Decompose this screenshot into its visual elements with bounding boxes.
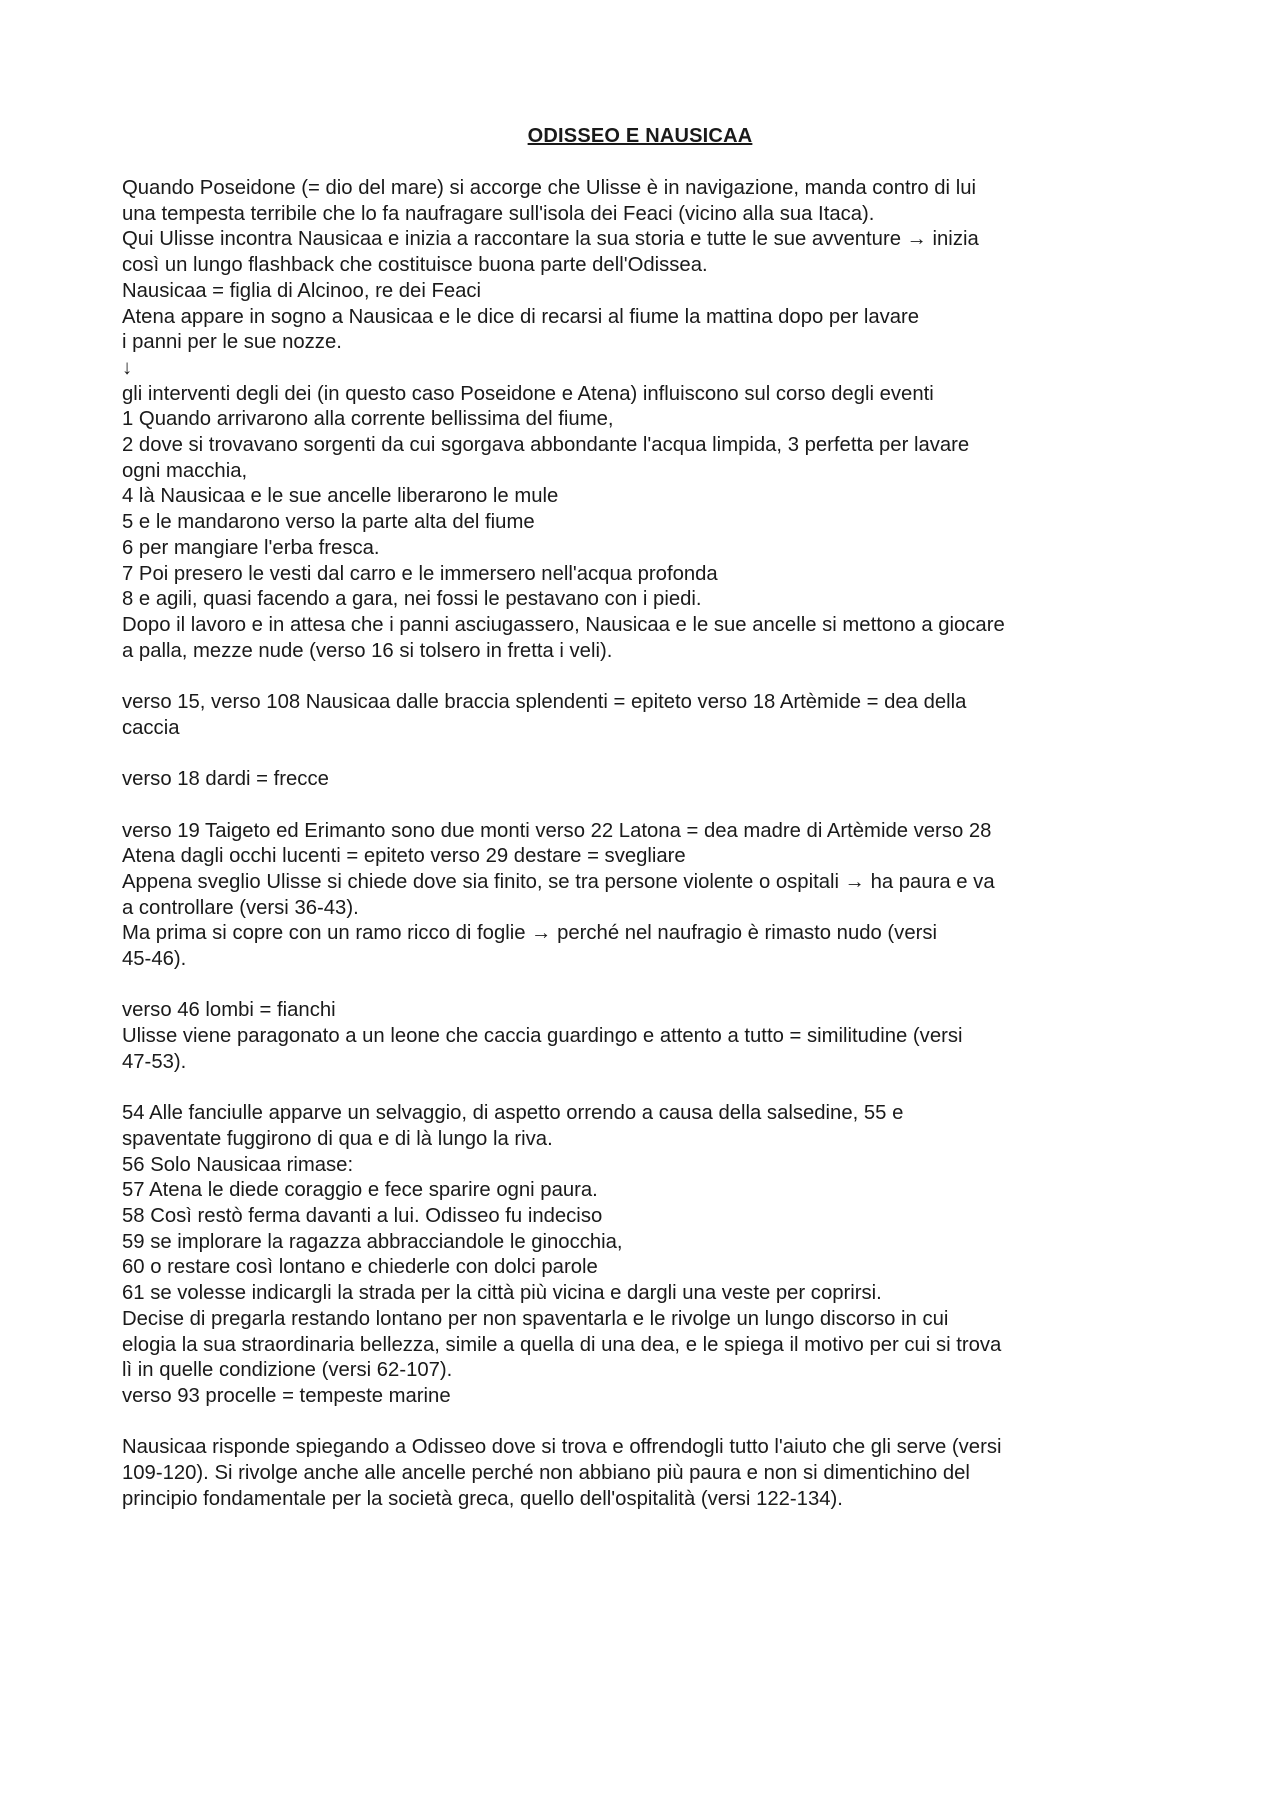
text-line: 4 là Nausicaa e le sue ancelle liberarono le mule: [122, 485, 559, 508]
text-line: Ulisse viene paragonato a un leone che caccia guardingo e attento a tutto = similitudine (versi: [122, 1025, 963, 1048]
text-line: verso 19 Taigeto ed Erimanto sono due monti verso 22 Latona = dea madre di Artèmide verso 28: [122, 819, 992, 842]
blank-line: [122, 973, 1167, 999]
text-line: 47-53).: [122, 1050, 187, 1073]
text-line: 109-120). Si rivolge anche alle ancelle perché non abbiano più paura e non si dimentichino del: [122, 1462, 970, 1485]
text-line: verso 18 dardi = frecce: [122, 768, 329, 791]
text-line: 8 e agili, quasi facendo a gara, nei fossi le pestavano con i piedi.: [122, 588, 702, 611]
text-line: verso 46 lombi = fianchi: [122, 999, 336, 1022]
text-line: 1 Quando arrivarono alla corrente bellissima del fiume,: [122, 408, 614, 431]
text-line: i panni per le sue nozze.: [122, 331, 342, 354]
text-line: Atena dagli occhi lucenti = epiteto verso 29 destare = svegliare: [122, 845, 686, 868]
text-line: 57 Atena le diede coraggio e fece sparire ogni paura.: [122, 1179, 598, 1202]
text-line: Qui Ulisse incontra Nausicaa e inizia a raccontare la sua storia e tutte le sue avventure → inizia: [122, 228, 979, 251]
text-line: lì in quelle condizione (versi 62-107).: [122, 1359, 453, 1382]
text-line: 54 Alle fanciulle apparve un selvaggio, di aspetto orrendo a causa della salsedine, 55 e: [122, 1102, 904, 1125]
text-line: 5 e le mandarono verso la parte alta del fiume: [122, 511, 535, 534]
text-line: 7 Poi presero le vesti dal carro e le immersero nell'acqua profonda: [122, 562, 718, 585]
text-line: 56 Solo Nausicaa rimase:: [122, 1153, 354, 1176]
text-line: così un lungo flashback che costituisce buona parte dell'Odissea.: [122, 254, 708, 277]
text-line: verso 93 procelle = tempeste marine: [122, 1384, 451, 1407]
text-line: principio fondamentale per la società greca, quello dell'ospitalità (versi 122-134).: [122, 1487, 843, 1510]
text-line: 45-46).: [122, 948, 187, 971]
text-line: caccia: [122, 716, 180, 739]
blank-line: [122, 664, 1167, 690]
document-body: [122, 176, 1167, 1512]
text-line: 2 dove si trovavano sorgenti da cui sgorgava abbondante l'acqua limpida, 3 perfetta per lavare: [122, 434, 970, 457]
text-line: Atena appare in sogno a Nausicaa e le dice di recarsi al fiume la mattina dopo per lavare: [122, 305, 920, 328]
text-line: verso 15, verso 108 Nausicaa dalle braccia splendenti = epiteto verso 18 Artèmide = dea della: [122, 691, 967, 714]
text-line: gli interventi degli dei (in questo caso Poseidone e Atena) influiscono sul corso degli eventi: [122, 382, 934, 405]
text-line: spaventate fuggirono di qua e di là lungo la riva.: [122, 1127, 553, 1150]
text-line: ogni macchia,: [122, 459, 248, 482]
blank-line: [122, 1410, 1167, 1436]
text-line: a palla, mezze nude (verso 16 si tolsero in fretta i veli).: [122, 639, 613, 662]
blank-line: [122, 1076, 1167, 1102]
text-line: a controllare (versi 36-43).: [122, 896, 359, 919]
text-line: ↓: [122, 356, 133, 379]
blank-line: [122, 741, 1167, 767]
text-line: Nausicaa risponde spiegando a Odisseo dove si trova e offrendogli tutto l'aiuto che gli serve (versi: [122, 1436, 1002, 1459]
text-line: Appena sveglio Ulisse si chiede dove sia finito, se tra persone violente o ospitali → ha paura e va: [122, 870, 995, 893]
text-line: Quando Poseidone (= dio del mare) si accorge che Ulisse è in navigazione, manda contro di lui: [122, 177, 976, 199]
text-line: 59 se implorare la ragazza abbracciandole le ginocchia,: [122, 1230, 623, 1253]
text-line: elogia la sua straordinaria bellezza, simile a quella di una dea, e le spiega il motivo per cui si trova: [122, 1333, 1002, 1356]
document-title: ODISSEO E NAUSICAA: [527, 125, 753, 147]
text-line: 58 Così restò ferma davanti a lui. Odisseo fu indeciso: [122, 1205, 603, 1228]
blank-line: [122, 793, 1167, 819]
text-line: Dopo il lavoro e in attesa che i panni asciugassero, Nausicaa e le sue ancelle si mettono a giocare: [122, 613, 1005, 636]
text-line: 6 per mangiare l'erba fresca.: [122, 536, 380, 559]
text-line: 61 se volesse indicargli la strada per la città più vicina e dargli una veste per coprirsi.: [122, 1282, 882, 1305]
text-line: 60 o restare così lontano e chiederle con dolci parole: [122, 1256, 598, 1279]
text-line: Decise di pregarla restando lontano per non spaventarla e le rivolge un lungo discorso in cui: [122, 1307, 949, 1330]
text-line: Nausicaa = figlia di Alcinoo, re dei Feaci: [122, 279, 482, 302]
text-line: una tempesta terribile che lo fa naufragare sull'isola dei Feaci (vicino alla sua Itaca).: [122, 202, 875, 225]
text-line: Ma prima si copre con un ramo ricco di foglie → perché nel naufragio è rimasto nudo (versi: [122, 922, 938, 945]
